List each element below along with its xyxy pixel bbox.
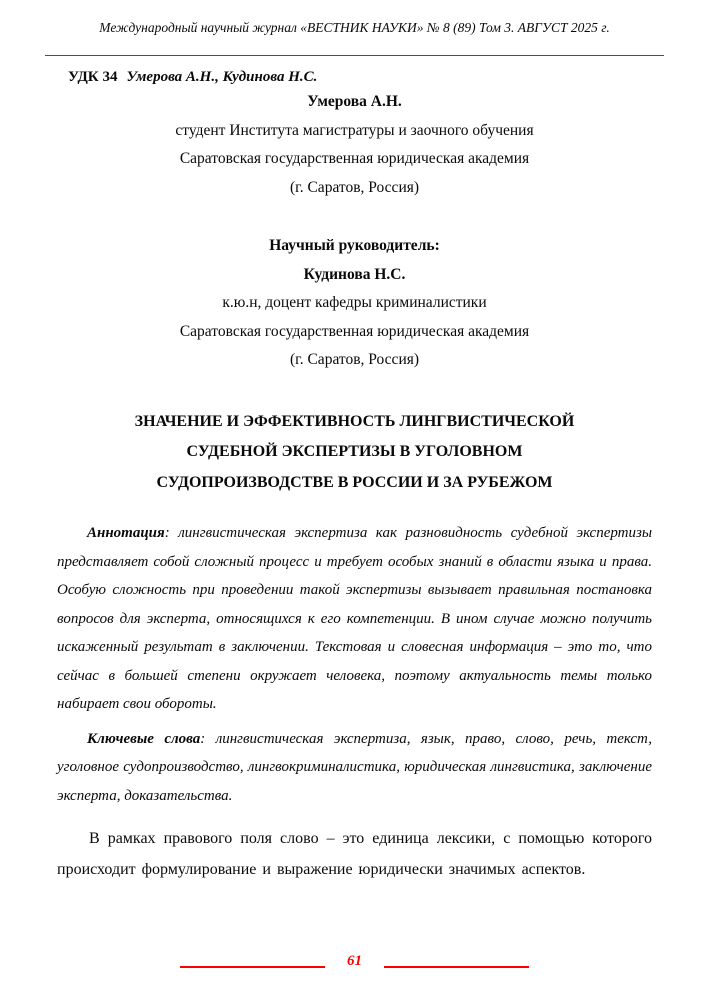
advisor-affiliation-line: к.ю.н, доцент кафедры криминалистики — [222, 294, 487, 311]
body-paragraph: В рамках правового поля слово – это единица лексики, с помощью которого происходит формулирование и выражение юридически значимых аспектов. — [57, 830, 652, 878]
article-title-line: СУДЕБНОЙ ЭКСПЕРТИЗЫ В УГОЛОВНОМ — [186, 443, 523, 460]
advisor-affiliation-line: (г. Саратов, Россия) — [289, 351, 420, 368]
header-divider — [45, 55, 664, 56]
journal-header-line: Международный научный журнал «ВЕСТНИК НАУКИ» № 8 (89) Том 3. АВГУСТ 2025 г. — [99, 20, 610, 35]
advisor-heading: Научный руководитель: — [269, 237, 440, 254]
author-name: Умерова А.Н. — [307, 93, 402, 110]
footer-rule-left — [180, 966, 325, 968]
udc-label: УДК 34 — [68, 69, 118, 85]
advisor-affiliation-line: Саратовская государственная юридическая академия — [179, 322, 530, 340]
author-affiliation-line: студент Института магистратуры и заочного обучения — [175, 121, 534, 139]
udc-authors: Умерова А.Н., Кудинова Н.С. — [126, 69, 318, 85]
article-title-line: СУДОПРОИЗВОДСТВЕ В РОССИИ И ЗА РУБЕЖОМ — [156, 473, 553, 491]
abstract-paragraph — [57, 519, 652, 719]
keywords-text: : лингвистическая экспертиза, язык, право, слово, речь, текст, уголовное судопроизводство, лингвокриминалистика, юридическая лингвистика, заключение эксперта, доказательства. — [57, 730, 652, 804]
article-title-line: ЗНАЧЕНИЕ И ЭФФЕКТИВНОСТЬ ЛИНГВИСТИЧЕСКОЙ — [134, 412, 575, 430]
keywords-paragraph — [57, 725, 652, 811]
udc-line — [68, 66, 652, 88]
author-block — [57, 88, 652, 202]
author-affiliation-line: Саратовская государственная юридическая академия — [179, 150, 530, 167]
author-affiliation-line: (г. Саратов, Россия) — [289, 178, 420, 196]
footer-rule-right — [384, 966, 529, 968]
abstract-text: : лингвистическая экспертиза как разновидность судебной экспертизы представляет собой сложный процесс и требует особых знаний в области языка и права. Особую сложность при проведении такой экспертизы вызывает правильная постановка вопросов для эксперта, относящихся к его компетенции. В ином случае можно получить искаженный результат в заключении. Текстовая и словесная информация – это то, что сейчас в большей степени окружает человека, поэтому актуальность темы только набирает свои обороты. — [57, 525, 652, 712]
article-title — [57, 407, 652, 499]
keywords-label: Ключевые слова — [87, 730, 201, 747]
page-footer — [0, 951, 709, 971]
abstract-label: Аннотация — [87, 525, 165, 541]
advisor-name: Кудинова Н.С. — [303, 265, 406, 283]
page-number: 61 — [347, 953, 362, 969]
advisor-block — [57, 232, 652, 375]
